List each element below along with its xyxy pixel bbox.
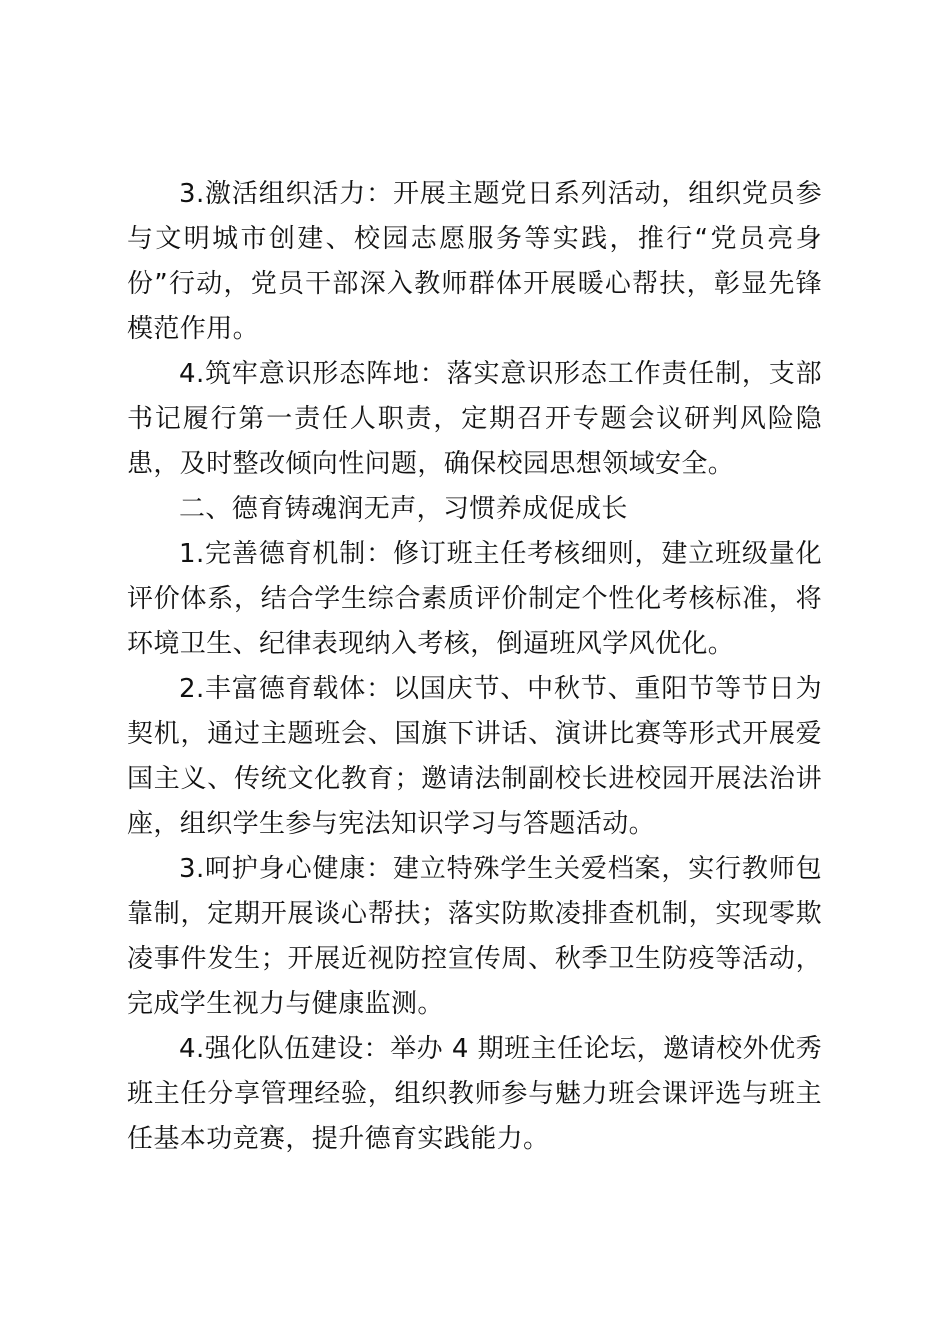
paragraph-mental-health: 3.呵护身心健康：建立特殊学生关爱档案，实行教师包靠制，定期开展谈心帮扶；落实防欺凌排查机制，实现零欺凌事件发生；开展近视防控宣传周、秋季卫生防疫等活动，完成学生视力与健康监测。 — [127, 854, 822, 1019]
paragraph-activate-organization: 3.激活组织活力：开展主题党日系列活动，组织党员参与文明城市创建、校园志愿服务等实践，推行“党员亮身份”行动，党员干部深入教师群体开展暖心帮扶，彰显先锋模范作用。 — [127, 179, 822, 344]
paragraph-moral-carriers: 2.丰富德育载体：以国庆节、中秋节、重阳节等节日为契机，通过主题班会、国旗下讲话、演讲比赛等形式开展爱国主义、传统文化教育；邀请法制副校长进校园开展法治讲座，组织学生参与宪法知识学习与答题活动。 — [127, 674, 822, 839]
paragraph-team-building: 4.强化队伍建设：举办 4 期班主任论坛，邀请校外优秀班主任分享管理经验，组织教师参与魅力班会课评选与班主任基本功竞赛，提升德育实践能力。 — [127, 1034, 822, 1154]
document-body — [127, 172, 822, 1162]
section-heading-moral-education: 二、德育铸魂润无声，习惯养成促成长 — [179, 494, 628, 524]
paragraph-ideology-front: 4.筑牢意识形态阵地：落实意识形态工作责任制，支部书记履行第一责任人职责，定期召开专题会议研判风险隐患，及时整改倾向性问题，确保校园思想领域安全。 — [127, 359, 822, 479]
paragraph-moral-mechanism: 1.完善德育机制：修订班主任考核细则，建立班级量化评价体系，结合学生综合素质评价制定个性化考核标准，将环境卫生、纪律表现纳入考核，倒逼班风学风优化。 — [127, 539, 822, 659]
